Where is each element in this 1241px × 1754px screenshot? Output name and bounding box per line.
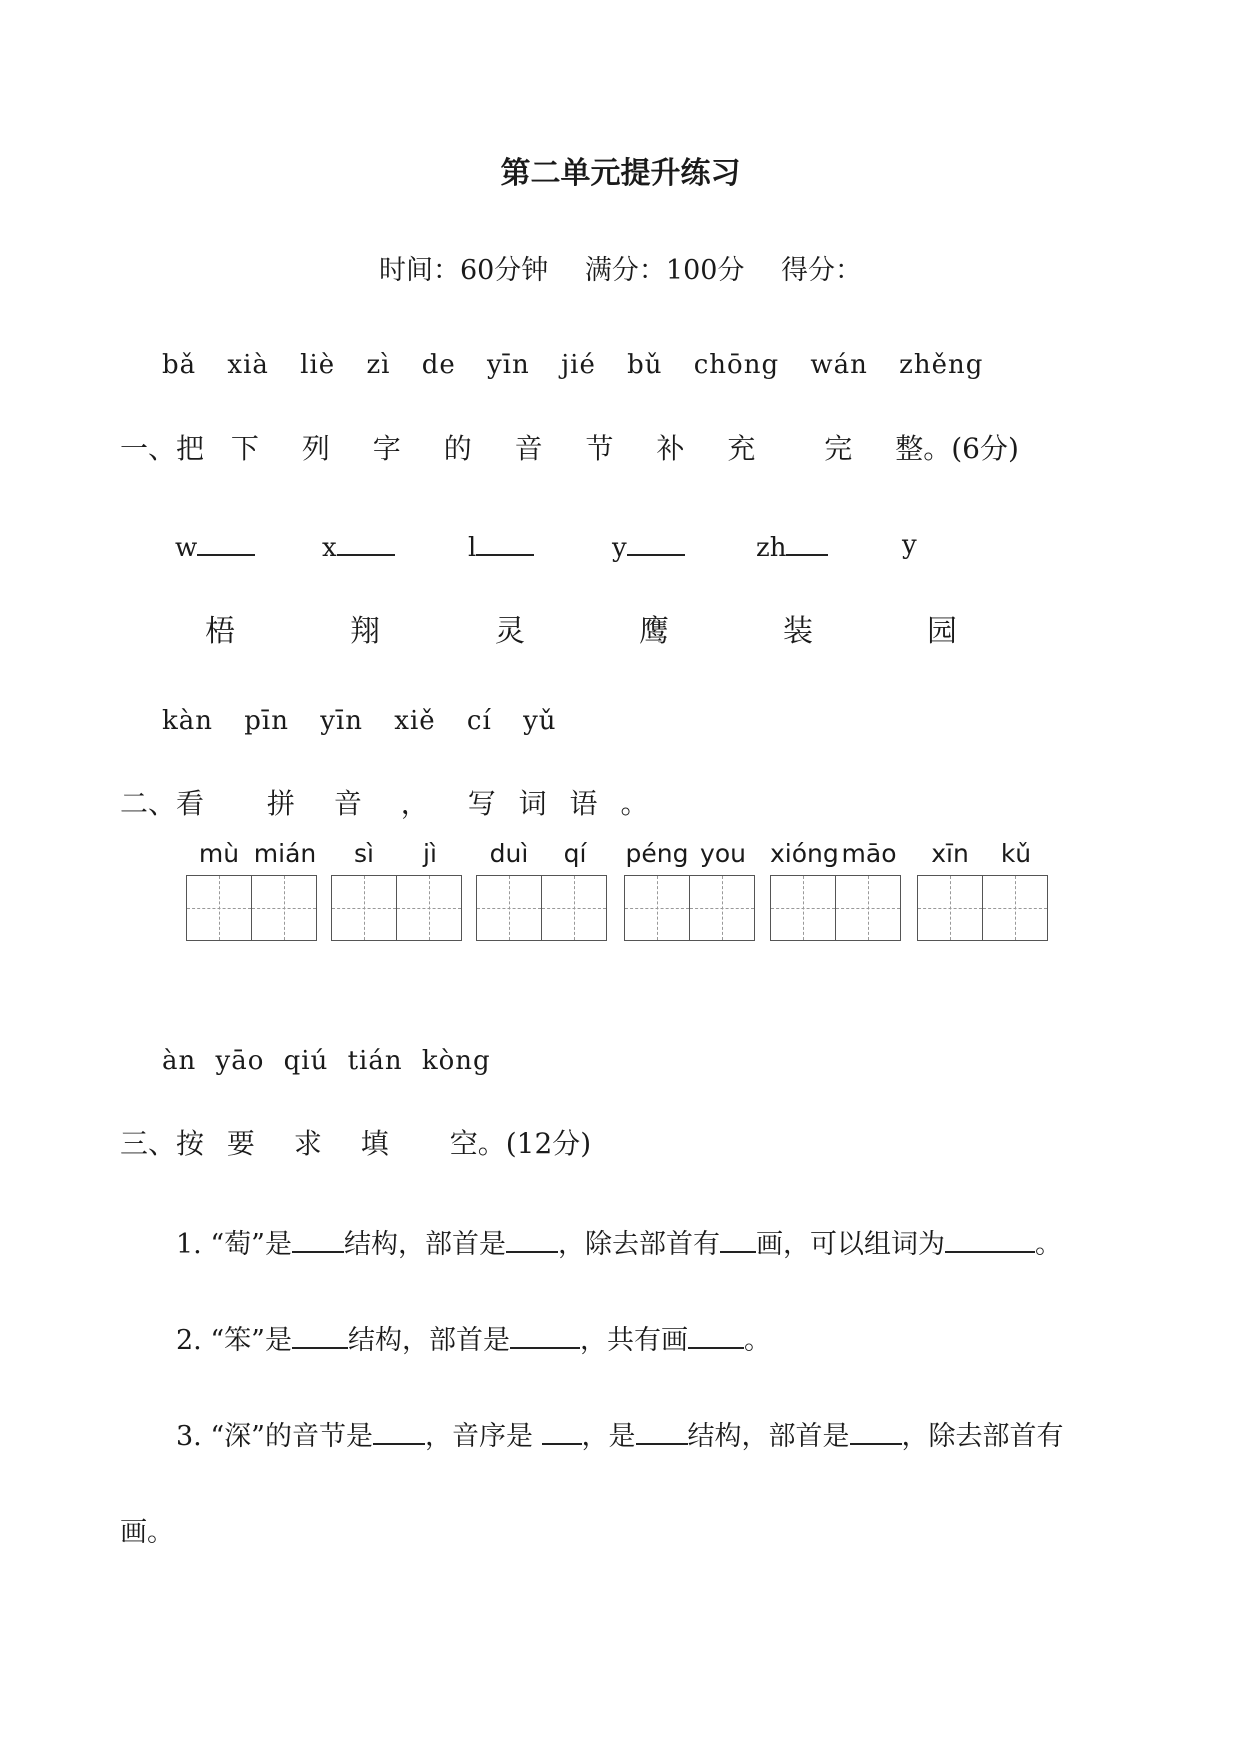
exam-meta	[0, 248, 1241, 287]
writing-box[interactable]	[917, 875, 983, 941]
writing-box[interactable]	[624, 875, 690, 941]
pinyin-syllable: de	[421, 350, 456, 380]
answer-blank[interactable]	[292, 1323, 348, 1349]
writing-grid-group	[770, 839, 899, 941]
pinyin-syllable: xià	[227, 350, 269, 380]
section2-pinyin	[162, 706, 579, 736]
writing-box[interactable]	[331, 875, 397, 941]
initial-blank[interactable]: y	[612, 530, 685, 563]
grid-pinyin: sì	[354, 839, 374, 868]
grid-pinyin: duì	[489, 839, 529, 868]
writing-grid-group	[186, 839, 317, 941]
target-character: 梧	[205, 614, 235, 649]
answer-blank[interactable]	[373, 1419, 425, 1445]
pinyin-syllable: qiú	[283, 1046, 329, 1076]
time-label: 时间：60分钟	[378, 255, 549, 286]
score-label: 得分：	[781, 255, 863, 286]
answer-blank[interactable]	[292, 1227, 344, 1253]
writing-box[interactable]	[982, 875, 1048, 941]
writing-grid-group	[624, 839, 753, 941]
writing-box[interactable]	[835, 875, 901, 941]
page-title: 第二单元提升练习	[500, 156, 741, 191]
pinyin-syllable: zì	[366, 350, 391, 380]
pinyin-syllable: yǔ	[523, 706, 557, 736]
grid-pinyin: qí	[563, 839, 587, 868]
pinyin-syllable: chōng	[693, 350, 780, 380]
answer-blank[interactable]	[510, 1323, 580, 1349]
grid-pinyin: jì	[423, 839, 437, 868]
section3-pinyin	[162, 1046, 513, 1076]
section1-pinyin	[162, 350, 1005, 380]
question-1: 1. “萄”是 结构，部首是 ，除去部首有 画，可以组词为 。	[176, 1229, 1062, 1260]
pinyin-syllable: xiě	[394, 706, 436, 736]
writing-box[interactable]	[186, 875, 252, 941]
pinyin-syllable: bǎ	[162, 350, 197, 380]
pinyin-syllable: yīn	[487, 350, 530, 380]
pinyin-syllable: cí	[466, 706, 492, 736]
answer-blank[interactable]	[688, 1323, 744, 1349]
target-character: 园	[927, 614, 957, 649]
writing-box[interactable]	[476, 875, 542, 941]
pinyin-syllable: jié	[561, 350, 596, 380]
writing-box[interactable]	[689, 875, 755, 941]
grid-pinyin: mù	[198, 839, 240, 868]
target-character: 鹰	[639, 614, 669, 649]
section2-heading: 二、看 拼 音 ， 写 词 语 。	[120, 787, 649, 820]
grid-pinyin: xióng	[770, 839, 839, 868]
question-2: 2. “笨”是 结构，部首是 ，共有画 。	[176, 1325, 771, 1356]
pinyin-syllable: tián	[347, 1046, 403, 1076]
answer-blank[interactable]	[850, 1419, 902, 1445]
initial-blank[interactable]: y	[902, 530, 917, 560]
pinyin-syllable: zhěng	[899, 350, 984, 380]
writing-box[interactable]	[541, 875, 607, 941]
section1-heading: 一、把 下 列 字 的 音 节 补 充 完 整。(6分)	[120, 427, 1019, 467]
pinyin-syllable: liè	[300, 350, 336, 380]
pinyin-syllable: yāo	[215, 1046, 265, 1076]
score-note: 。(6分)	[923, 432, 1019, 465]
target-character: 灵	[495, 614, 525, 649]
grid-pinyin: péng	[625, 839, 689, 868]
question-3: 3. “深”的音节是 ，音序是 ，是 结构，部首是 ，除去部首有	[176, 1421, 1064, 1452]
writing-box[interactable]	[251, 875, 317, 941]
answer-blank[interactable]	[945, 1227, 1035, 1253]
grid-pinyin: you	[700, 839, 746, 868]
writing-box[interactable]	[770, 875, 836, 941]
grid-pinyin: kǔ	[1000, 839, 1032, 868]
writing-grid-group	[917, 839, 1046, 941]
pinyin-syllable: kàn	[162, 706, 214, 736]
answer-blank[interactable]	[506, 1227, 558, 1253]
pinyin-syllable: bǔ	[627, 350, 663, 380]
initial-blank[interactable]: x	[322, 530, 395, 563]
pinyin-syllable: kòng	[421, 1046, 491, 1076]
writing-grid-group	[476, 839, 605, 941]
writing-box[interactable]	[396, 875, 462, 941]
target-character: 翔	[350, 614, 380, 649]
initial-blank[interactable]: zh	[756, 530, 828, 563]
grid-pinyin: xīn	[931, 839, 969, 868]
grid-pinyin: māo	[841, 839, 897, 868]
section3-heading: 三、按 要 求 填 空。(12分)	[120, 1122, 591, 1162]
initial-blank[interactable]: l	[468, 530, 534, 563]
pinyin-syllable: wán	[810, 350, 868, 380]
question-3-continued: 画。	[120, 1517, 174, 1548]
full-score-label: 满分：100分	[584, 255, 745, 286]
answer-blank[interactable]	[636, 1419, 688, 1445]
pinyin-syllable: àn	[162, 1046, 197, 1076]
answer-blank[interactable]	[542, 1419, 582, 1445]
score-note: 。(12分)	[477, 1127, 592, 1160]
initial-blank[interactable]: w	[175, 530, 255, 563]
answer-blank[interactable]	[720, 1227, 756, 1253]
pinyin-syllable: yīn	[320, 706, 364, 736]
writing-grid-group	[331, 839, 460, 941]
target-character: 装	[783, 614, 813, 649]
pinyin-syllable: pīn	[244, 706, 289, 736]
grid-pinyin: mián	[253, 839, 317, 868]
